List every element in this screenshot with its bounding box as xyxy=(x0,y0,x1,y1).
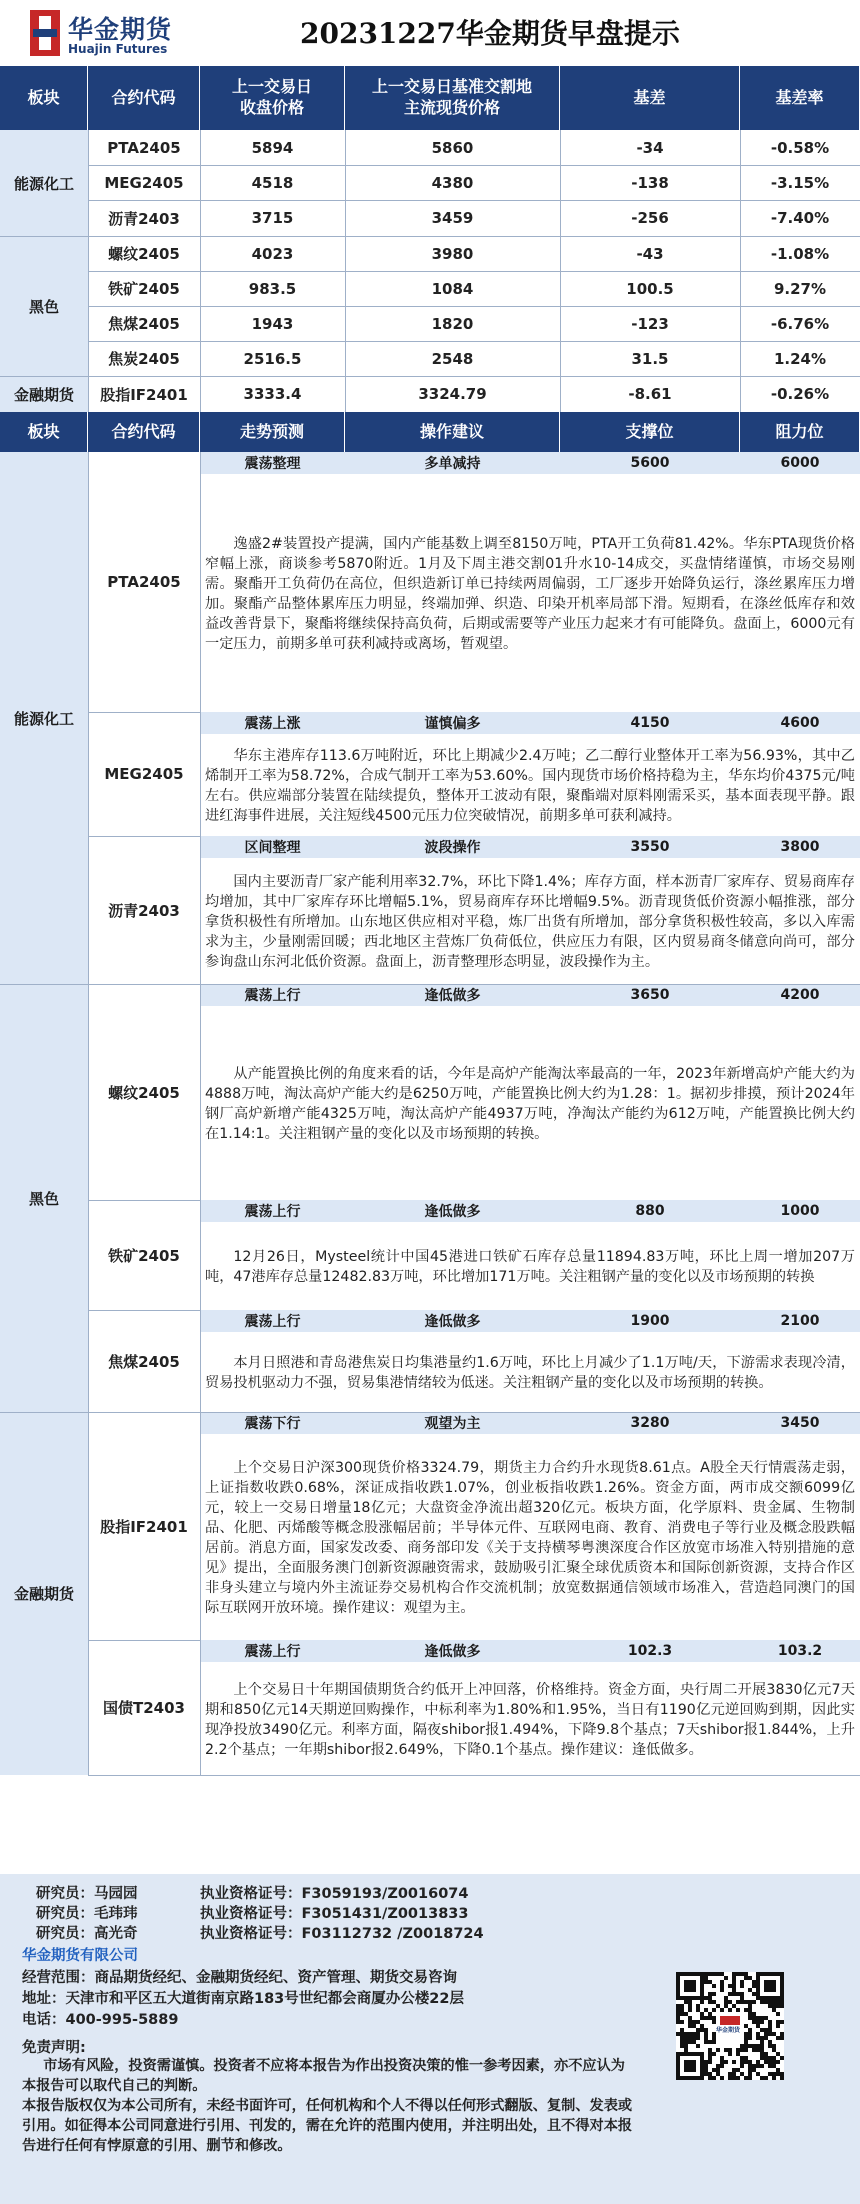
forecast-advice: 波段操作 xyxy=(424,840,481,856)
contract-code: 铁矿2405 xyxy=(108,1246,180,1265)
section-divider xyxy=(0,236,860,237)
contract-code: 沥青2403 xyxy=(108,901,180,920)
contract-code: 股指IF2401 xyxy=(100,1517,188,1536)
contract-code: 焦煤2405 xyxy=(108,1352,180,1371)
analysis-text xyxy=(205,1668,855,1771)
header-cell: 基差率 xyxy=(740,66,860,130)
forecast-bar xyxy=(200,1640,860,1662)
price-rate-cell: -6.76% xyxy=(770,314,830,333)
price-code-cell: 螺纹2405 xyxy=(108,245,180,263)
price-spot-cell: 5860 xyxy=(431,138,474,157)
forecast-advice: 观望为主 xyxy=(424,1416,481,1432)
price-code-cell: 焦炭2405 xyxy=(108,350,180,368)
trend-table-header xyxy=(0,412,860,452)
price-close-cell: 3715 xyxy=(251,209,294,227)
price-basis-cell: -8.61 xyxy=(628,385,672,403)
price-basis-cell: -43 xyxy=(636,244,664,263)
price-basis-cell: 31.5 xyxy=(631,349,669,368)
forecast-trend: 震荡下行 xyxy=(244,1416,301,1432)
forecast-trend: 震荡上行 xyxy=(244,988,301,1004)
forecast-resist: 4200 xyxy=(780,987,820,1003)
forecast-resist: 2100 xyxy=(780,1313,820,1329)
analysis-paragraph: 12月26日，Mysteel统计中国45港进口铁矿石库存总量11894.83万吨，环比上周一增加207万吨，47港库存总量12482.83万吨，环比增加171万吨。关注粗钢产量的变化以及市场预期的转换 xyxy=(205,1249,855,1285)
researcher-3: 研究员：高光奇 xyxy=(36,1926,138,1942)
forecast-bar xyxy=(200,984,860,1006)
price-close-cell: 1943 xyxy=(251,314,294,333)
forecast-support: 3550 xyxy=(630,839,670,855)
section-label: 能源化工 xyxy=(0,130,88,236)
price-close-cell: 2516.5 xyxy=(243,349,302,368)
qr-caption: 华金期货 xyxy=(716,2027,741,2034)
price-code-cell: PTA2405 xyxy=(107,138,181,157)
forecast-support: 5600 xyxy=(630,455,670,471)
section-divider xyxy=(0,984,860,985)
analysis-paragraph: 华东主港库存113.6万吨附近，环比上期减少2.4万吨；乙二醇行业整体开工率为56.93%，其中乙烯制开工率为58.72%，合成气制开工率为53.60%。国内现货市场价格持稳为主，华东均价4375元/吨左右。供应端部分装置在陆续提负，整体开工波动有限，聚酯端对原料刚需采买，基本面表现平静。跟进红海事件进展，关注短线4500元压力位突破情况，前期多单可获利减持。 xyxy=(205,748,855,824)
contract-code: 螺纹2405 xyxy=(108,1083,180,1102)
forecast-advice: 多单减持 xyxy=(424,456,481,472)
section-label: 金融期货 xyxy=(0,376,88,412)
analysis-paragraph: 国内主要沥青厂家产能利用率32.7%，环比下降1.4%；库存方面，样本沥青厂家库存、贸易商库存均增加，其中厂家库存环比增幅5.1%，贸易商库存环比增幅9.5%。沥青现货低价资源小幅推涨，部分拿货积极性有所增加。山东地区供应相对平稳，炼厂出货有所增加，部分拿货积极性较高，多以入库需求为主，少量刚需回暖；西北地区主营炼厂负荷低位，供应压力有限，区内贸易商冬储意向尚可，部分参询盘山东河北低价资源。盘面上，沥青整理形态明显，波段操作为主。 xyxy=(205,874,855,970)
address: 地址：天津市和平区五大道街南京路183号世纪都会商厦办公楼22层 xyxy=(22,1991,464,2007)
analysis-text xyxy=(205,1228,855,1306)
col-divider xyxy=(88,130,89,412)
header-cell: 上一交易日 收盘价格 xyxy=(200,66,345,130)
price-spot-cell: 3980 xyxy=(431,244,474,263)
analysis-text xyxy=(205,1012,855,1196)
brand-name-en: Huajin Futures xyxy=(68,42,168,56)
forecast-bar xyxy=(200,836,860,858)
forecast-trend: 震荡上涨 xyxy=(244,716,301,732)
section-label: 能源化工 xyxy=(0,452,88,984)
analysis-paragraph: 本月日照港和青岛港焦炭日均集港量约1.6万吨，环比上月减少了1.1万吨/天，下游需求表现冷清，贸易投机驱动力不强，贸易集港情绪较为低迷。关注粗钢产量的变化以及市场预期的转换。 xyxy=(205,1355,855,1391)
price-rate-cell: -7.40% xyxy=(770,209,830,227)
price-basis-cell: -256 xyxy=(631,209,669,227)
forecast-advice: 逢低做多 xyxy=(424,988,481,1004)
section-label: 金融期货 xyxy=(0,1412,88,1775)
report-header xyxy=(0,0,860,66)
analysis-paragraph: 从产能置换比例的角度来看的话，今年是高炉产能淘汰率最高的一年，2023年新增高炉产能大约为4888万吨，淘汰高炉产能大约是6250万吨，产能置换比例大约为1.28：1。据初步排摸，预计2024年钢厂高炉新增产能4325万吨，淘汰高炉产能4937万吨，净淘汰产能约为612万吨，产能置换比例大约在1.14:1。关注粗钢产量的变化以及市场预期的转换。 xyxy=(205,1066,855,1142)
price-basis-cell: 100.5 xyxy=(626,279,674,298)
price-spot-cell: 1084 xyxy=(431,279,474,298)
phone: 电话：400-995-5889 xyxy=(22,2012,179,2028)
company-name: 华金期货有限公司 xyxy=(22,1948,138,1964)
forecast-support: 1900 xyxy=(630,1313,670,1329)
huajin-logo-icon xyxy=(30,10,60,56)
forecast-trend: 震荡上行 xyxy=(244,1204,301,1220)
col-divider xyxy=(200,452,201,1775)
forecast-resist: 4600 xyxy=(780,715,820,731)
header-cell: 操作建议 xyxy=(345,412,560,452)
researcher-1: 研究员：马园园 xyxy=(36,1886,138,1902)
price-spot-cell: 3459 xyxy=(431,209,474,227)
header-cell: 基差 xyxy=(560,66,740,130)
forecast-resist: 3450 xyxy=(780,1415,820,1431)
section-label: 黑色 xyxy=(0,236,88,376)
header-cell: 合约代码 xyxy=(88,66,200,130)
analysis-text xyxy=(205,1338,855,1408)
forecast-bar xyxy=(200,712,860,734)
forecast-support: 4150 xyxy=(630,715,670,731)
price-close-cell: 5894 xyxy=(251,138,294,157)
analysis-text xyxy=(205,864,855,980)
researcher-1-cert: 执业资格证号：F3059193/Z0016074 xyxy=(200,1886,469,1902)
forecast-bar xyxy=(200,1412,860,1434)
section-divider xyxy=(0,376,860,377)
price-basis-cell: -34 xyxy=(636,138,664,157)
forecast-trend: 震荡整理 xyxy=(244,456,301,472)
header-cell: 支撑位 xyxy=(560,412,740,452)
col-divider xyxy=(200,130,201,412)
header-cell: 上一交易日基准交割地 主流现货价格 xyxy=(345,66,560,130)
forecast-resist: 6000 xyxy=(780,455,820,471)
researcher-3-cert: 执业资格证号：F03112732 /Z0018724 xyxy=(200,1926,484,1942)
section-divider xyxy=(0,1412,860,1413)
page-title: 20231227华金期货早盘提示 xyxy=(300,17,680,50)
price-rate-cell: -0.26% xyxy=(770,385,830,403)
price-basis-cell: -123 xyxy=(631,314,669,333)
analysis-paragraph: 上个交易日十年期国债期货合约低开上冲回落，价格维持。资金方面，央行周二开展3830亿元7天期和850亿元14天期逆回购操作，中标利率为1.80%和1.95%，当日有1190亿元逆回购到期，因此实现净投放3490亿元。利率方面，隔夜shibor报1.494%，下降9.8个基点；7天shibor报1.844%，上升2.2个基点；一年期shibor报2.649%，下降0.1个基点。操作建议：逢低做多。 xyxy=(205,1681,855,1758)
header-cell: 板块 xyxy=(0,412,88,452)
forecast-advice: 逢低做多 xyxy=(424,1644,481,1660)
row-divider xyxy=(88,1775,860,1776)
contract-code: MEG2405 xyxy=(104,765,184,783)
business-scope: 经营范围：商品期货经纪、金融期货经纪、资产管理、期货交易咨询 xyxy=(22,1970,457,1986)
researcher-2-cert: 执业资格证号：F3051431/Z0013833 xyxy=(200,1906,469,1922)
disclaimer-title: 免责声明: xyxy=(22,2040,86,2056)
price-close-cell: 4023 xyxy=(251,244,294,263)
header-cell: 走势预测 xyxy=(200,412,345,452)
price-rate-cell: -0.58% xyxy=(770,138,830,157)
contract-code: PTA2405 xyxy=(107,573,181,591)
forecast-support: 3650 xyxy=(630,987,670,1003)
price-code-cell: 沥青2403 xyxy=(108,209,180,228)
forecast-resist: 1000 xyxy=(780,1203,820,1219)
researcher-2: 研究员：毛玮玮 xyxy=(36,1906,138,1922)
forecast-advice: 逢低做多 xyxy=(424,1204,481,1220)
col-divider xyxy=(345,130,346,412)
analysis-text xyxy=(205,740,855,832)
forecast-trend: 区间整理 xyxy=(244,840,301,856)
brand-name: 华金期货 xyxy=(68,15,173,44)
price-code-cell: 股指IF2401 xyxy=(100,385,188,404)
price-rate-cell: -1.08% xyxy=(770,244,830,263)
header-cell: 阻力位 xyxy=(740,412,860,452)
forecast-advice: 谨慎偏多 xyxy=(424,716,481,732)
price-spot-cell: 3324.79 xyxy=(418,385,487,403)
forecast-bar xyxy=(200,1310,860,1332)
price-close-cell: 3333.4 xyxy=(243,385,302,403)
price-rate-cell: 9.27% xyxy=(773,279,827,298)
price-spot-cell: 4380 xyxy=(431,173,474,192)
forecast-trend: 震荡上行 xyxy=(244,1314,301,1330)
price-code-cell: 铁矿2405 xyxy=(108,280,180,298)
footer xyxy=(0,1874,860,2204)
forecast-support: 880 xyxy=(635,1203,665,1219)
section-label: 黑色 xyxy=(0,984,88,1412)
forecast-bar xyxy=(200,452,860,474)
analysis-paragraph: 逸盛2#装置投产提满，国内产能基数上调至8150万吨，PTA开工负荷81.42%。华东PTA现货价格窄幅上涨，商谈参考5870附近。1月及下周主港交割01升水10-14成交，买盘情绪谨慎，市场交易刚需。聚酯开工负荷仍在高位，但织造新订单已持续两周偏弱，工厂逐步开始降负运行，涤丝累库压力增加。聚酯产品整体累库压力明显，终端加弹、织造、印染开机率局部下滑。短期看，在涤丝低库存和效益改善背景下，聚酯将继续保持高负荷，后期或需要等产业压力起来才有可能降负。盘面上，6000元有一定压力，前期多单可获利减持或离场，暂观望。 xyxy=(205,536,855,652)
forecast-bar xyxy=(200,1200,860,1222)
contract-code: 国债T2403 xyxy=(103,1699,185,1717)
price-close-cell: 4518 xyxy=(251,173,294,192)
price-code-cell: 焦煤2405 xyxy=(108,315,180,333)
price-close-cell: 983.5 xyxy=(248,279,297,298)
analysis-text xyxy=(205,1440,855,1636)
header-cell: 合约代码 xyxy=(88,412,200,452)
forecast-resist: 103.2 xyxy=(777,1643,823,1659)
price-table-header xyxy=(0,66,860,130)
col-divider xyxy=(88,452,89,1775)
forecast-support: 102.3 xyxy=(627,1643,673,1659)
price-spot-cell: 2548 xyxy=(431,349,474,368)
forecast-support: 3280 xyxy=(630,1415,670,1431)
forecast-trend: 震荡上行 xyxy=(244,1644,301,1660)
col-divider xyxy=(740,130,741,412)
analysis-text xyxy=(205,480,855,708)
price-rate-cell: -3.15% xyxy=(770,173,830,192)
forecast-advice: 逢低做多 xyxy=(424,1314,481,1330)
price-basis-cell: -138 xyxy=(631,173,669,192)
price-code-cell: MEG2405 xyxy=(104,173,184,192)
disclaimer-text: 市场有风险，投资需谨慎。投资者不应将本报告为作出投资决策的惟一参考因素，亦不应认为本报告可以取代自己的判断。 本报告版权仅为本公司所有，未经书面许可，任何机构和个人不得以任何形式翻版、复制、发表或引用。如征得本公司同意进行引用、刊发的，需在允许的范围内使用，并注明出处，且不得对本报告进行任何有悖原意的引用、删节和修改。 xyxy=(22,2058,633,2154)
col-divider xyxy=(560,130,561,412)
price-spot-cell: 1820 xyxy=(431,314,474,333)
price-rate-cell: 1.24% xyxy=(773,349,827,368)
analysis-paragraph: 上个交易日沪深300现货价格3324.79，期货主力合约升水现货8.61点。A股全天行情震荡走弱，上证指数收跌0.68%，深证成指收跌1.07%，创业板指收跌1.26%。资金方面，两市成交额6099亿元，较上一交易日增量18亿元；大盘资金净流出超320亿元。板块方面，化学原料、贵金属、生物制品、化肥、丙烯酸等概念股涨幅居前；半导体元件、互联网电商、教育、消费电子等行业及概念股跌幅居前。消息方面，国家发改委、商务部印发《关于支持横琴粤澳深度合作区放宽市场准入特别措施的意见》提出，全面服务澳门创新资源融资需求，鼓励吸引汇聚全球优质资本和国际创新资源，支持合作区非身头建立与境内外主流证券交易机构合作交流机制；放宽数据通信领域市场准入，营造趋同澳门的国际互联网开放环境。操作建议：观望为主。 xyxy=(205,1460,855,1616)
header-cell: 板块 xyxy=(0,66,88,130)
forecast-resist: 3800 xyxy=(780,839,820,855)
